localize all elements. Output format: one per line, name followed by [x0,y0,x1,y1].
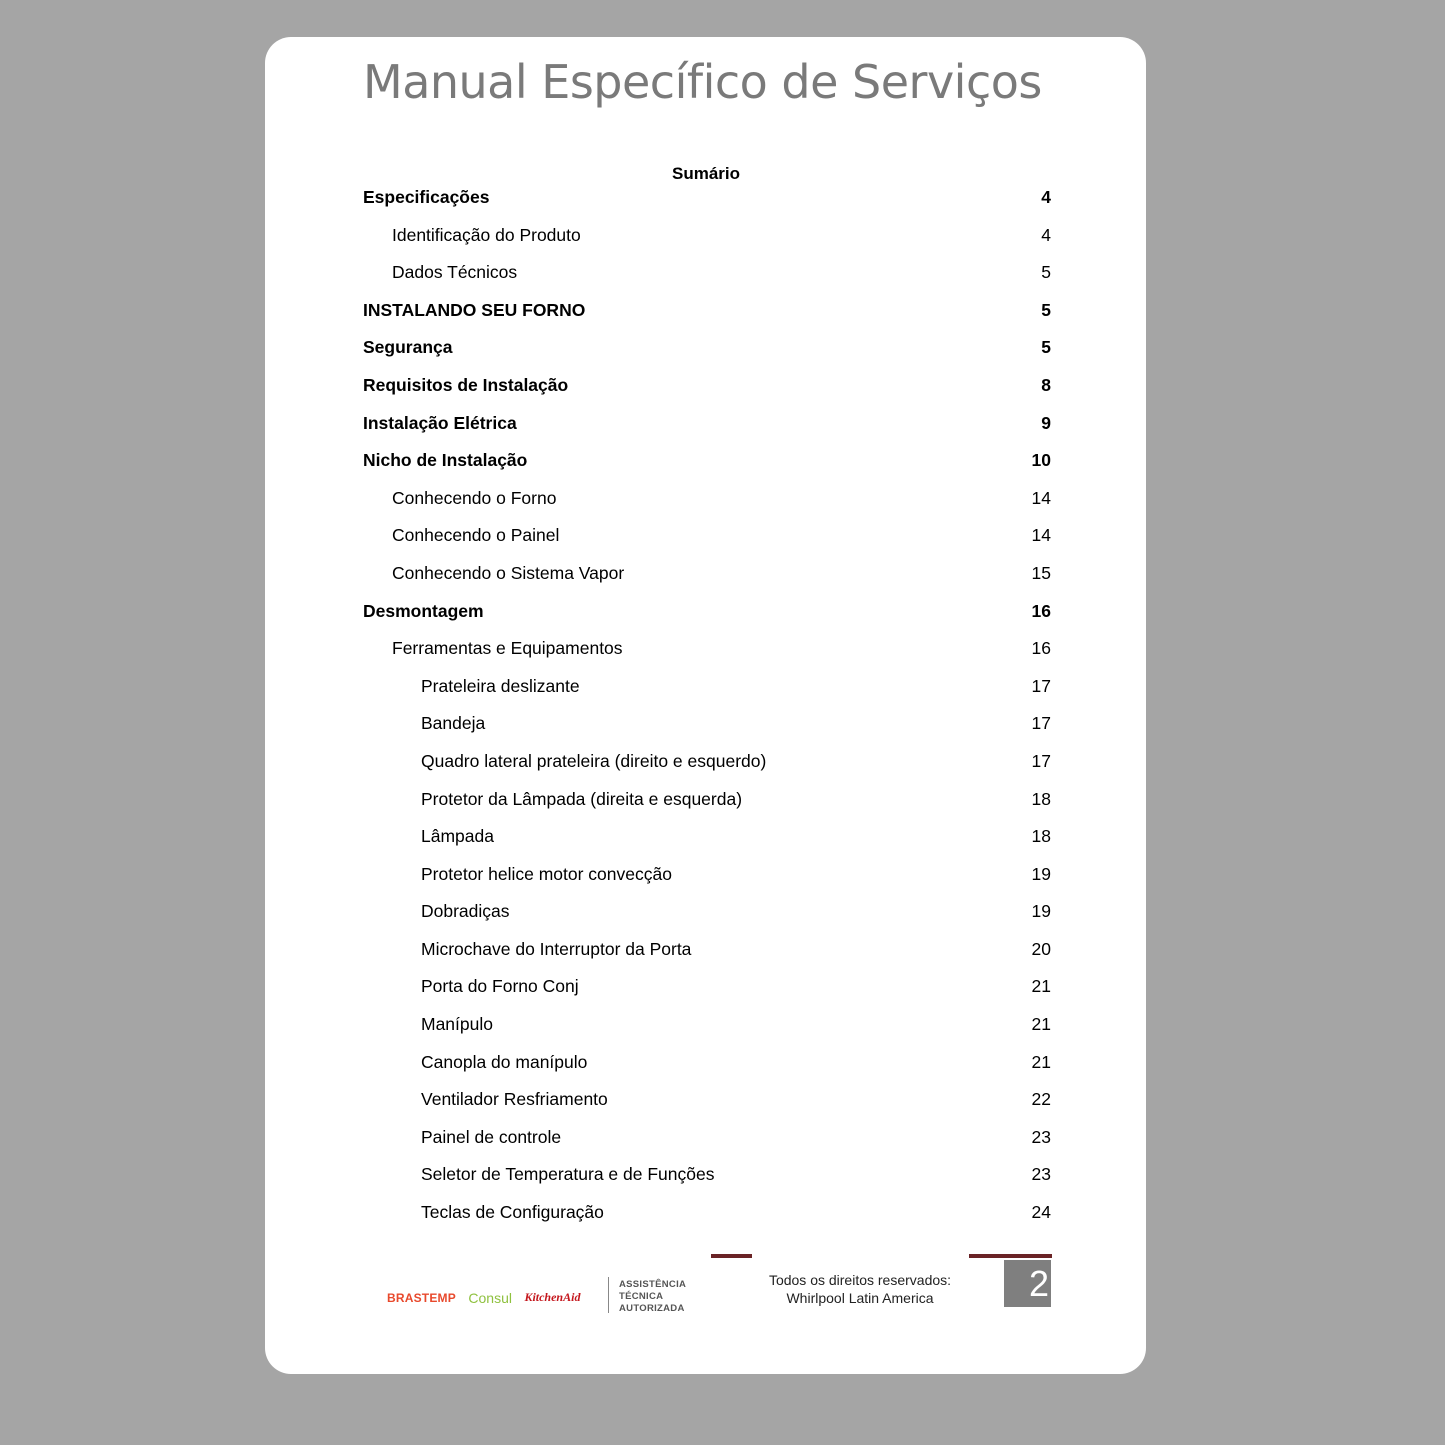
toc-entry[interactable] [363,1124,1051,1162]
toc-entry-page: 5 [1041,337,1051,358]
brastemp-logo: BRASTEMP [387,1290,456,1305]
toc-entry[interactable] [363,410,1051,448]
toc-entry-page: 19 [1031,863,1051,884]
toc-entry[interactable] [363,522,1051,560]
brand-logos [387,1289,580,1307]
toc-entry-page: 5 [1041,299,1051,320]
toc-entry[interactable] [363,861,1051,899]
copyright-line: Todos os direitos reservados: [768,1272,952,1288]
toc-entry[interactable] [363,635,1051,673]
toc-entry-label: Dados Técnicos [392,262,518,283]
toc-entry-label: Seletor de Temperatura e de Funções [421,1164,715,1185]
copyright-notice [735,1271,985,1307]
toc-entry-label: Microchave do Interruptor da Porta [421,938,692,959]
toc-entry[interactable] [363,184,1051,222]
toc-entry-page: 20 [1031,938,1051,959]
toc-entry-page: 16 [1031,600,1051,621]
toc-entry-label: Nicho de Instalação [363,450,528,471]
toc-entry[interactable] [363,748,1051,786]
assist-line: TÉCNICA [619,1291,664,1302]
toc-entry-page: 14 [1031,487,1051,508]
page-number: 2 [1004,1260,1051,1307]
toc-entry-page: 23 [1031,1164,1051,1185]
assist-line: ASSISTÊNCIA [619,1279,687,1290]
toc-entry[interactable] [363,936,1051,974]
toc-entry-label: Quadro lateral prateleira (direito e esquerdo) [421,750,767,771]
footer-accent-bar-left [711,1254,752,1258]
toc-entry-label: Painel de controle [421,1126,562,1147]
toc-entry[interactable] [363,222,1051,260]
toc-entry[interactable] [363,372,1051,410]
toc-entry-label: Identificação do Produto [392,224,581,245]
toc-entry-label: INSTALANDO SEU FORNO [363,299,586,320]
toc-entry[interactable] [363,973,1051,1011]
toc-entry[interactable] [363,1049,1051,1087]
copyright-company: Whirlpool Latin America [786,1290,934,1306]
toc-entry[interactable] [363,447,1051,485]
toc-entry[interactable] [363,1086,1051,1124]
toc-entry-label: Teclas de Configuração [421,1202,604,1223]
toc-entry-label: Conhecendo o Painel [392,525,560,546]
toc-entry[interactable] [363,823,1051,861]
toc-entry-page: 24 [1031,1202,1051,1223]
toc-entry[interactable] [363,334,1051,372]
toc-entry[interactable] [363,898,1051,936]
toc-entry-label: Conhecendo o Forno [392,487,557,508]
toc-entry-label: Bandeja [421,713,486,734]
toc-entry[interactable] [363,1199,1051,1237]
toc-entry[interactable] [363,560,1051,598]
toc-entry-page: 19 [1031,901,1051,922]
toc-entry-label: Prateleira deslizante [421,675,580,696]
toc-entry-page: 21 [1031,1014,1051,1035]
toc-heading: Sumário [671,164,741,183]
toc-entry[interactable] [363,673,1051,711]
table-of-contents [363,184,1051,1237]
toc-entry-page: 15 [1031,562,1051,583]
toc-entry-page: 14 [1031,525,1051,546]
toc-entry-page: 9 [1041,412,1051,433]
toc-entry-page: 21 [1031,1051,1051,1072]
footer-accent-bar-right [969,1254,1052,1258]
toc-entry-label: Dobradiças [421,901,510,922]
toc-entry-label: Manípulo [421,1014,493,1035]
toc-entry-page: 5 [1041,262,1051,283]
assist-line: AUTORIZADA [619,1303,685,1314]
toc-entry-label: Protetor da Lâmpada (direita e esquerda) [421,788,743,809]
toc-entry-label: Protetor helice motor convecção [421,863,672,884]
toc-entry-label: Especificações [363,187,490,207]
toc-entry-page: 18 [1031,826,1051,847]
toc-entry-label: Requisitos de Instalação [363,374,569,395]
toc-entry-page: 17 [1031,675,1051,696]
toc-entry-page: 23 [1031,1126,1051,1147]
toc-entry-page: 18 [1031,788,1051,809]
toc-entry-label: Porta do Forno Conj [421,976,579,997]
toc-entry[interactable] [363,710,1051,748]
document-title: Manual Específico de Serviços [363,55,1042,109]
toc-entry-label: Segurança [363,337,453,358]
toc-entry[interactable] [363,259,1051,297]
toc-entry-label: Ventilador Resfriamento [421,1089,608,1110]
kitchenaid-logo: KitchenAid [524,1290,581,1305]
toc-entry-page: 4 [1041,224,1051,245]
toc-entry[interactable] [363,1011,1051,1049]
toc-entry-page: 4 [1041,187,1051,207]
toc-entry-label: Instalação Elétrica [363,412,517,433]
toc-entry-label: Desmontagem [363,600,484,621]
toc-entry-page: 16 [1031,638,1051,659]
assistance-badge [619,1279,686,1315]
toc-entry[interactable] [363,1161,1051,1199]
toc-entry[interactable] [363,786,1051,824]
toc-entry[interactable] [363,485,1051,523]
toc-entry-label: Conhecendo o Sistema Vapor [392,562,625,583]
toc-entry-label: Canopla do manípulo [421,1051,588,1072]
toc-entry-page: 17 [1031,750,1051,771]
toc-entry-label: Lâmpada [421,826,494,847]
toc-entry[interactable] [363,297,1051,335]
toc-entry-label: Ferramentas e Equipamentos [392,638,623,659]
toc-entry-page: 8 [1041,374,1051,395]
toc-entry-page: 17 [1031,713,1051,734]
consul-logo: Consul [468,1289,512,1306]
toc-entry-page: 21 [1031,976,1051,997]
toc-entry-page: 10 [1031,450,1051,471]
toc-entry-page: 22 [1031,1089,1051,1110]
document-page [265,37,1146,1374]
toc-entry[interactable] [363,598,1051,636]
logo-divider [608,1277,609,1313]
